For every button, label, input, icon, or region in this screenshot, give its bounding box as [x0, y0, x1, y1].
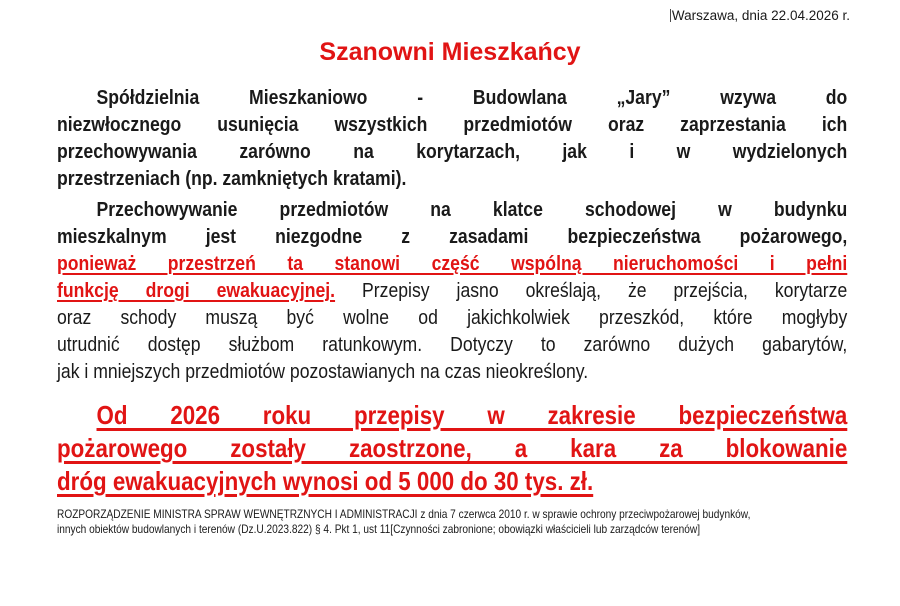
- text-line: jak i mniejszych przedmiotów pozostawianych na czas nieokreślony.: [57, 360, 589, 383]
- regular-text-segment: Przepisy jasno określają, że przejścia, korytarze: [362, 279, 848, 302]
- red-underline-line: ponieważ przestrzeń ta stanowi część wspólną nieruchomości i pełni: [57, 252, 848, 275]
- footnote-line: innych obiektów budowlanych i terenów (Dz.U.2023.822) § 4. Pkt 1, ust 11[Czynności zabronione; obowiązki właścicieli lub zarządców terenów]: [57, 522, 701, 536]
- paragraph-rules: [57, 196, 847, 385]
- text-line: mieszkalnym jest niezgodne z zasadami bezpieczeństwa pożarowego,: [57, 225, 848, 248]
- text-line: przestrzeniach (np. zamkniętych kratami).: [57, 167, 407, 190]
- page-title: Szanowni Mieszkańcy: [319, 38, 581, 66]
- text-cursor: [670, 9, 671, 22]
- text-line: przechowywania zarówno na korytarzach, jak i w wydzielonych: [57, 140, 848, 163]
- warning-line: Od 2026 roku przepisy w zakresie bezpieczeństwa: [96, 400, 848, 430]
- document-body: [57, 84, 847, 606]
- red-underline-segment: funkcję drogi ewakuacyjnej.: [57, 279, 336, 302]
- legal-footnote: [57, 507, 847, 537]
- mixed-text-line: [57, 277, 847, 304]
- date-text: Warszawa, dnia 22.04.2026 r.: [671, 8, 850, 23]
- text-line: utrudnić dostęp służbom ratunkowym. Dotyczy to zarówno dużych gabarytów,: [57, 333, 848, 356]
- warning-line: pożarowego zostały zaostrzone, a kara za blokowanie: [57, 433, 848, 463]
- text-line: Spółdzielnia Mieszkaniowo - Budowlana „Jary” wzywa do: [96, 86, 848, 109]
- text-line: niezwłocznego usunięcia wszystkich przedmiotów oraz zaprzestania ich: [57, 113, 848, 136]
- text-line: oraz schody muszą być wolne od jakichkolwiek przeszkód, które mogłyby: [57, 306, 848, 329]
- warning-line: dróg ewakuacyjnych wynosi od 5 000 do 30 tys. zł.: [57, 466, 594, 496]
- paragraph-intro: [57, 84, 847, 192]
- date-line: [670, 7, 850, 24]
- text-line: Przechowywanie przedmiotów na klatce schodowej w budynku: [96, 198, 848, 221]
- footnote-line: ROZPORZĄDZENIE MINISTRA SPRAW WEWNĘTRZNYCH I ADMINISTRACJI z dnia 7 czerwca 2010 r. w sprawie ochrony przeciwpożarowej budynków,: [57, 507, 751, 521]
- paragraph-warning: [57, 399, 847, 498]
